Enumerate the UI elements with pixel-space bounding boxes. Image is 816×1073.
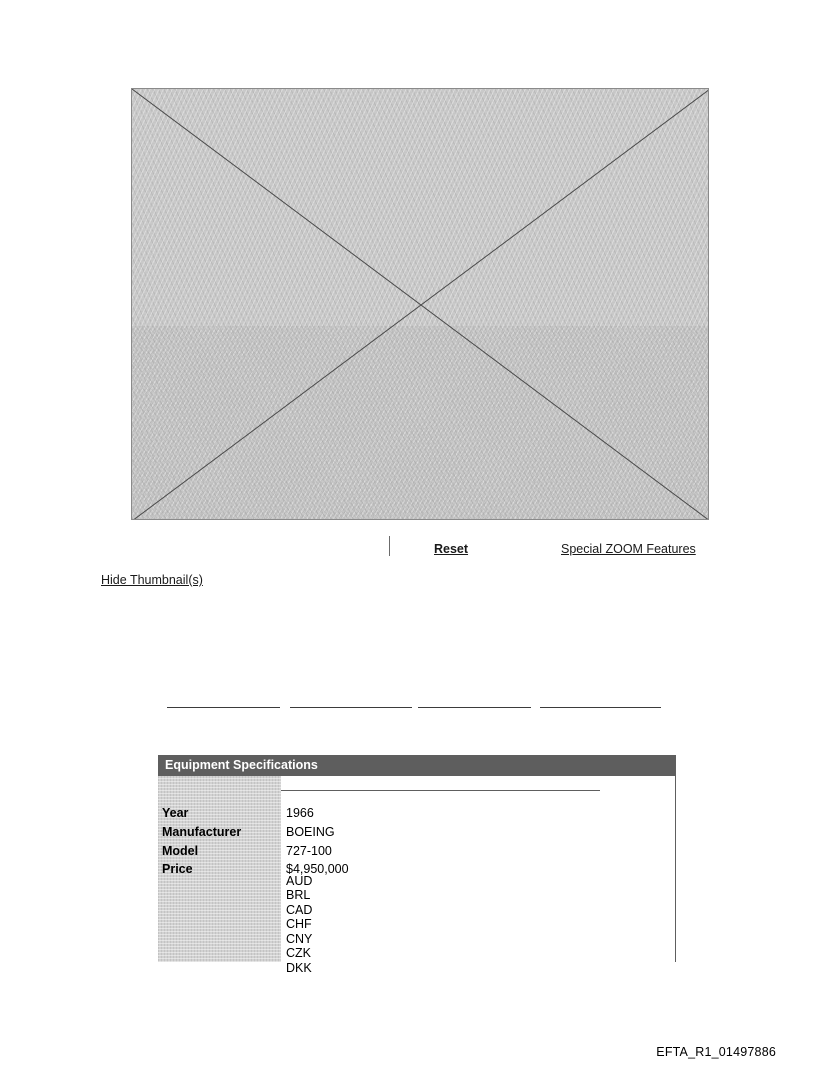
currency-option[interactable]: DKK: [286, 961, 312, 975]
currency-option[interactable]: CZK: [286, 946, 311, 960]
hide-thumbnails-link[interactable]: Hide Thumbnail(s): [101, 573, 203, 587]
thumbnail-image-placeholder[interactable]: [131, 88, 709, 520]
specs-panel-body: [158, 776, 676, 975]
currency-option[interactable]: CNY: [286, 932, 313, 946]
section-divider-2: [290, 707, 412, 708]
equipment-specifications-panel: [158, 755, 676, 975]
currency-option[interactable]: CHF: [286, 917, 312, 931]
spec-value-model: 727-100: [286, 844, 332, 858]
section-divider-4: [540, 707, 661, 708]
document-identifier: EFTA_R1_01497886: [656, 1045, 776, 1059]
spec-label-manufacturer: Manufacturer: [162, 825, 242, 839]
spec-label-model: Model: [162, 844, 199, 858]
specs-panel-title: Equipment Specifications: [158, 755, 676, 776]
spec-value-year: 1966: [286, 806, 314, 820]
specs-top-rule: [281, 790, 600, 791]
placeholder-cross-icon: [132, 89, 709, 520]
spec-value-price: $4,950,000: [286, 862, 349, 876]
reset-button[interactable]: Reset: [434, 542, 469, 556]
spec-label-year: Year: [162, 806, 189, 820]
toolbar-divider: [389, 536, 390, 556]
spec-value-manufacturer: BOEING: [286, 825, 335, 839]
special-zoom-features-link[interactable]: Special ZOOM Features: [561, 542, 696, 556]
currency-option[interactable]: BRL: [286, 888, 311, 902]
spec-label-price: Price: [162, 862, 193, 876]
section-divider-3: [418, 707, 531, 708]
currency-option[interactable]: AUD: [286, 874, 313, 888]
section-divider-1: [167, 707, 280, 708]
currency-option[interactable]: CAD: [286, 903, 313, 917]
